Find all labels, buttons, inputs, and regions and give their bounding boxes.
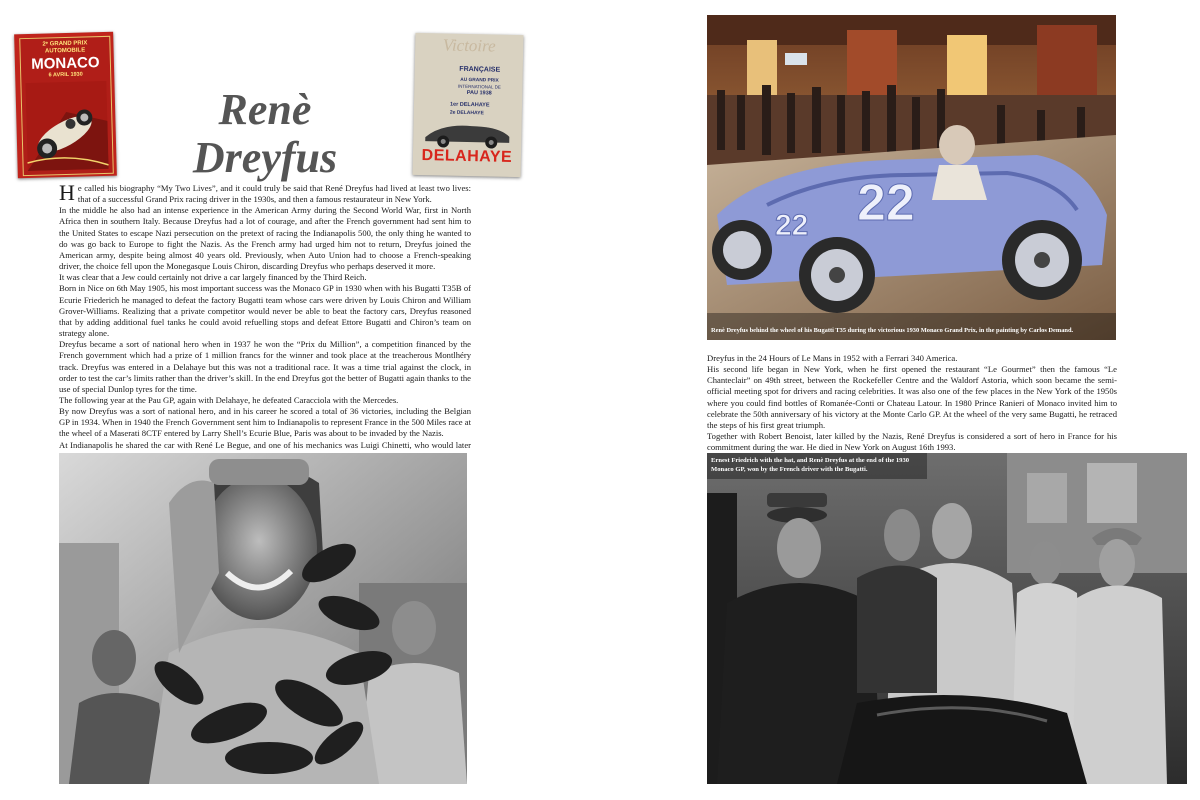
monaco-poster-line3: MONACO (31, 54, 100, 73)
painting-illustration (707, 15, 1116, 340)
article-paragraph: In the middle he also had an intense experience in the American Army during the Second World War, first in North Africa then in southern Italy. Because Dreyfus had a lot of courage, and after the French government had sent him to the United States to escape Nazi persecution on the pretext of racing the Indianapolis 500, the only thing he wanted to do was go back to Europe to fight the Nazis. As the French army had urged him not to return, Dreyfus joined the American army, despite being almost 40 years old. Previously, when Auto Union had to choose a French-speaking driver, the choice fell upon the Monegasque Louis Chiron, discarding Dreyfus who perhaps deserved it more. (59, 205, 471, 272)
article-body-right (707, 353, 1117, 453)
delahaye-poster-car-illustration (421, 119, 514, 149)
delahaye-poster-line5: 1er DELAHAYE (449, 101, 490, 109)
dreyfus-victory-photo (59, 453, 467, 784)
article-paragraph (59, 180, 471, 205)
monaco-poster-line4: 6 AVRIL 1930 (48, 71, 83, 79)
paragraph-text: e called his biography “My Two Lives”, and it could truly be said that René Dreyfus had lived at least two lives: that of a successful Grand Prix racing driver in the 1930s, and then a famous restaurateur in New York. (77, 183, 471, 205)
team-photo-caption: Ernest Friedrich with the hat, and Renè Dreyfus at the end of the 1930 Monaco GP, won by the French driver with the Bugatti. (711, 457, 910, 473)
title-first-name: Renè (218, 85, 312, 134)
article-body-left (59, 180, 471, 462)
painting-caption: Renè Dreyfus behind the wheel of his Bugatti T35 during the victorious 1930 Monaco Grand Prix, in the painting by Carlos Demand. (711, 327, 1074, 334)
delahaye-poster-line2: AU GRAND PRIX (460, 77, 499, 84)
team-photo-illustration (707, 453, 1187, 784)
delahaye-poster-line1: FRANÇAISE (459, 65, 501, 74)
article-paragraph: By now Dreyfus was a sort of national hero, and in his career he scored a total of 36 victories, including the Belgian GP in 1934. When in 1940 the French Government sent him to Indianapolis to represent France in the 500 Miles race at the wheel of a Maserati 8CTF entered by Larry Shell’s Ecurie Blue, Paris was about to be invaded by the Nazis. (59, 406, 471, 439)
race-number-front: 22 (775, 209, 809, 242)
drop-cap: H (59, 180, 75, 205)
article-paragraph: Together with Robert Benoist, later killed by the Nazis, René Dreyfus is considered a sort of hero in France for his commitment during the war. He died in New York on August 16th 1993. (707, 431, 1117, 453)
monaco-poster-line2: AUTOMOBILE (44, 47, 86, 55)
delahaye-poster-brand: DELAHAYE (421, 147, 513, 166)
article-paragraph: The following year at the Pau GP, again with Delahaye, he defeated Caracciola with the Mercedes. (59, 394, 399, 405)
article-paragraph: At Indianapolis he shared the car with René Le Begue, and one of his mechanics was Luigi Chinetti, who would later (59, 439, 471, 450)
delahaye-poster-line3: INTERNATIONAL DE (457, 83, 501, 90)
article-paragraph: Born in Nice on 6th May 1905, his most important success was the Monaco GP in 1930 when with his Bugatti T35B of Ecurie Friederich he managed to defeat the factory Bugatti team whose cars were driven by Louis Chiron and William Grover-Williams. Realizing that a private competitor would never be able to beat the factory cars, Dreyfus reasoned that by adding additional fuel tanks he could avoid refuelling stops and defeat Ettore Bugatti and Chiron’s team on strategy alone. (59, 283, 471, 339)
delahaye-poster (413, 33, 524, 177)
article-paragraph: Dreyfus became a sort of national hero when in 1937 he won the “Prix du Million”, a competition financed by the French government which had a prize of 1 million francs for the winner and took place at the treacherous Montlhéry track. Dreyfus was entered in a Delahaye but this was not a traditional race. It was a time trial against the clock, in order to test the car’s limits rather than the driver’s skill. In the end Dreyfus got the better of Bugatti again thanks to the use of special Dunlop tyres for the time. (59, 339, 471, 394)
race-number-side: 22 (857, 174, 915, 232)
article-paragraph: It was clear that a Jew could certainly not drive a car largely financed by the Third Reich. (59, 272, 367, 283)
delahaye-poster-line4: PAU 1938 (466, 89, 492, 97)
monaco-poster (14, 32, 117, 179)
article-title (170, 85, 360, 182)
monaco-poster-car-illustration (25, 81, 108, 171)
friedrich-dreyfus-photo (707, 453, 1187, 784)
title-last-name: Dreyfus (192, 133, 338, 182)
delahaye-poster-line6: 2e DELAHAYE (449, 109, 484, 117)
article-paragraph: His second life began in New York, when he first opened the restaurant “Le Gourmet” then the famous “Le Chanteclair” on 49th street, between the Rockefeller Centre and the Waldorf Astoria, which soon became the semi-official meeting spot for drivers and racing celebrities. It was also one of the few places in the New York of the 1950s where you could find bottles of Romanée-Conti or Chateau Latour. In 1980 Prince Ranieri of Monaco invited him to celebrate the 50th anniversary of his victory at the Monte Carlo GP. At the wheel of the very same Bugatti, he retraced the steps of his first great triumph. (707, 364, 1117, 430)
article-paragraph: Dreyfus in the 24 Hours of Le Mans in 1952 with a Ferrari 340 America. (707, 353, 958, 363)
victory-photo-illustration (59, 453, 467, 784)
carlos-demand-painting (707, 15, 1116, 340)
monaco-poster-line1: 2ᵉ GRAND PRIX (42, 40, 88, 48)
delahaye-poster-script: Victoire (442, 35, 496, 56)
